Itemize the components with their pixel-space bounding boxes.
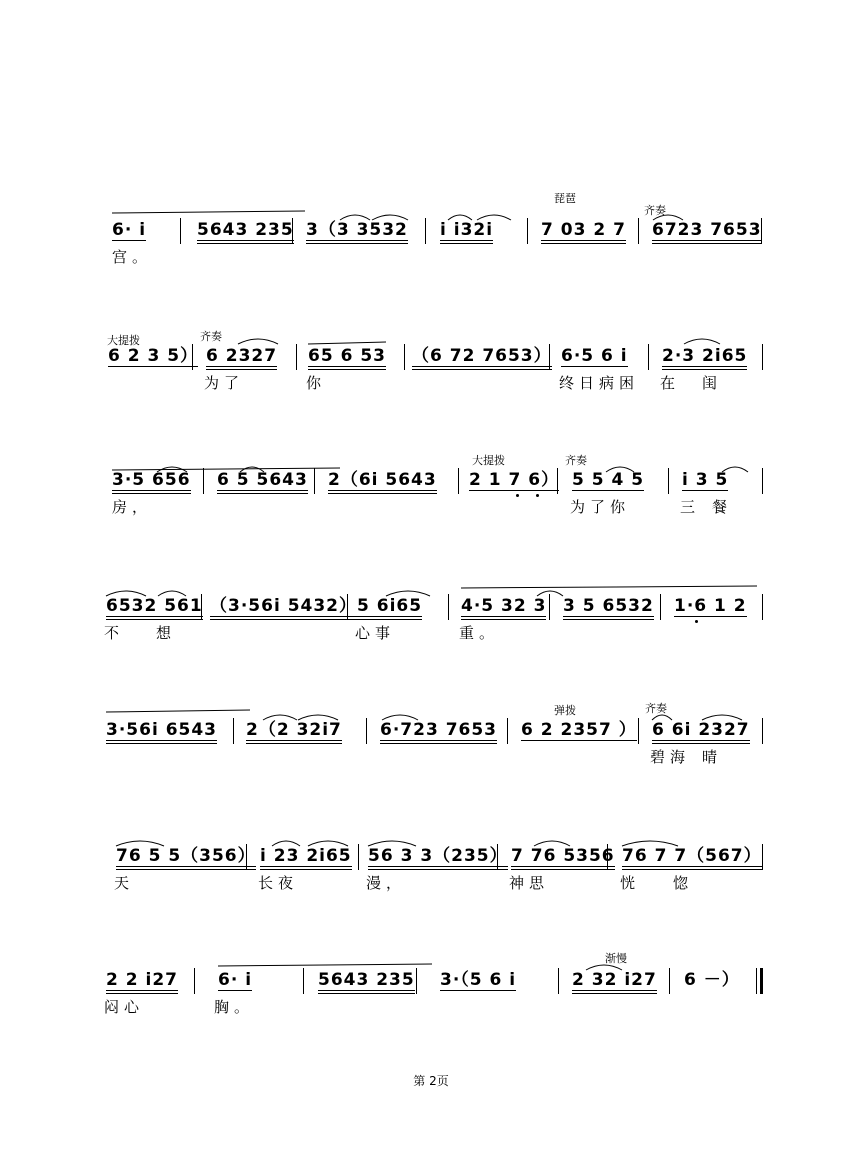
note-group: 65 6 53 [308, 346, 386, 370]
lyric: 神思 [509, 874, 550, 892]
lyric: 房， [112, 498, 153, 516]
note-group: 5643 235 [318, 970, 415, 994]
lyric: 惚 [673, 874, 694, 892]
bar-line [648, 344, 649, 370]
performance-cue: 齐奏 [644, 204, 666, 217]
note-group: 3·56i 6543 [106, 720, 217, 744]
bar-line [756, 968, 757, 994]
lyric: 餐 [712, 498, 733, 516]
score-system-2 [0, 316, 862, 436]
lyric: 晴 [702, 748, 723, 766]
bar-line [347, 594, 348, 620]
bar-line [192, 344, 193, 370]
lower-octave-dot [695, 620, 698, 623]
note-group: 2（6i 5643 [328, 470, 437, 494]
bar-line [762, 468, 763, 494]
note-group: （3·56i 5432） [210, 596, 357, 620]
note-group: 6 2 2357 ） [521, 720, 637, 740]
performance-cue: 大提拨 [107, 334, 140, 347]
lyric: 重。 [459, 624, 500, 642]
bar-line [762, 594, 763, 620]
lyric: 闺 [702, 374, 723, 392]
note-group: 7 03 2 7 [541, 220, 626, 244]
bar-line [507, 718, 508, 744]
bar-line [549, 344, 550, 370]
bar-line [203, 468, 204, 494]
note-group: 76 5 5（356） [116, 846, 256, 870]
note-group: i 3 5 [682, 470, 729, 490]
note-group: i 23 2i65 [260, 846, 352, 870]
score-system-3 [0, 446, 862, 566]
bar-line [607, 844, 608, 870]
note-group: 6532 561 [106, 596, 203, 620]
note-group: 6723 7653 [652, 220, 762, 244]
lyric: 胸。 [214, 998, 255, 1016]
bar-line [762, 344, 763, 370]
lyric: 想 [156, 624, 177, 642]
lyric: 心事 [355, 624, 396, 642]
note-group: 5 6i65 [357, 596, 422, 620]
bar-line [549, 594, 550, 620]
bar-line [314, 468, 315, 494]
bar-line [292, 218, 293, 244]
bar-line [296, 344, 297, 370]
bar-line [425, 218, 426, 244]
lyric: 为了 [204, 374, 245, 392]
note-group: 2（2 32i7 [246, 720, 342, 744]
bar-line [557, 468, 558, 494]
note-group: 6·5 6 i [561, 346, 628, 366]
note-group: （6 72 7653） [412, 346, 552, 370]
lyric: 漫， [366, 874, 407, 892]
note-group: 3·5 656 [112, 470, 191, 494]
performance-cue: 琵琶 [554, 192, 576, 205]
score-system-1 [0, 180, 862, 300]
performance-cue: 渐慢 [605, 952, 627, 965]
note-group: 4·5 32 3 [461, 596, 546, 620]
performance-cue: 齐奏 [565, 454, 587, 467]
performance-cue: 弹拨 [554, 704, 576, 717]
lyric: 三 [680, 498, 701, 516]
note-group: 2 2 i27 [106, 970, 178, 994]
lyric: 宫。 [112, 248, 153, 266]
lower-octave-dot [516, 494, 519, 497]
bar-line [303, 968, 304, 994]
lyric: 天 [114, 874, 135, 892]
performance-cue: 齐奏 [645, 702, 667, 715]
score-system-6 [0, 822, 862, 942]
note-group: i i32i [440, 220, 493, 244]
score-system-7 [0, 946, 862, 1066]
lyric: 闷心 [104, 998, 145, 1016]
bar-line [366, 718, 367, 744]
note-group: 5 5 4 5 [572, 470, 645, 490]
bar-line [416, 968, 417, 994]
note-group: 56 3 3（235） [368, 846, 508, 870]
slur-lines [0, 696, 862, 816]
note-group: 6 6i 2327 [652, 720, 750, 744]
note-group: 6· i [112, 220, 147, 240]
bar-line [638, 718, 639, 744]
bar-line [458, 468, 459, 494]
lyric: 为了你 [570, 498, 631, 516]
lyric: 在 [660, 374, 681, 392]
score-system-5 [0, 696, 862, 816]
note-group: 3 5 6532 [563, 596, 654, 620]
note-group: 2·3 2i65 [662, 346, 747, 370]
note-group: 2 32 i27 [572, 970, 657, 994]
bar-line [668, 468, 669, 494]
bar-line [527, 218, 528, 244]
note-group: 1·6 1 2 [674, 596, 747, 616]
score-system-4 [0, 574, 862, 694]
lyric: 你 [306, 374, 327, 392]
lyric: 不 [104, 624, 125, 642]
note-group: 6 －） [684, 970, 740, 990]
bar-line [246, 844, 247, 870]
note-group: 6· i [218, 970, 253, 990]
note-group: 5643 235 [197, 220, 294, 244]
bar-line [404, 344, 405, 370]
lyric: 终日病困 [559, 374, 640, 392]
note-group: 2 1 7 6） [469, 470, 560, 490]
bar-line [497, 844, 498, 870]
note-group: 76 7 7（567） [622, 846, 762, 870]
bar-line [638, 218, 639, 244]
bar-line [180, 218, 181, 244]
bar-line [233, 718, 234, 744]
note-group: 3·（5 6 i [440, 970, 517, 990]
bar-line [762, 718, 763, 744]
bar-line [761, 218, 762, 244]
note-group: 6 5 5643 [217, 470, 308, 494]
note-group: 6 2327 [206, 346, 277, 370]
bar-line [194, 968, 195, 994]
note-group: 7 76 5356 [511, 846, 615, 870]
lower-octave-dot [536, 494, 539, 497]
bar-line [660, 594, 661, 620]
performance-cue: 大提拨 [472, 454, 505, 467]
note-group: 3（3 3532 [306, 220, 408, 244]
lyric: 恍 [620, 874, 641, 892]
performance-cue: 齐奏 [200, 330, 222, 343]
bar-line [201, 594, 202, 620]
note-group: 6 2 3 5） [108, 346, 199, 366]
page-number: 第 2页 [413, 1074, 449, 1088]
bar-line [448, 594, 449, 620]
bar-line [558, 968, 559, 994]
final-bar-line [760, 968, 763, 994]
bar-line [358, 844, 359, 870]
slur-lines [0, 574, 862, 694]
note-group: 6·723 7653 [380, 720, 497, 744]
bar-line [762, 844, 763, 870]
lyric: 碧海 [650, 748, 691, 766]
bar-line [669, 968, 670, 994]
lyric: 长夜 [258, 874, 299, 892]
